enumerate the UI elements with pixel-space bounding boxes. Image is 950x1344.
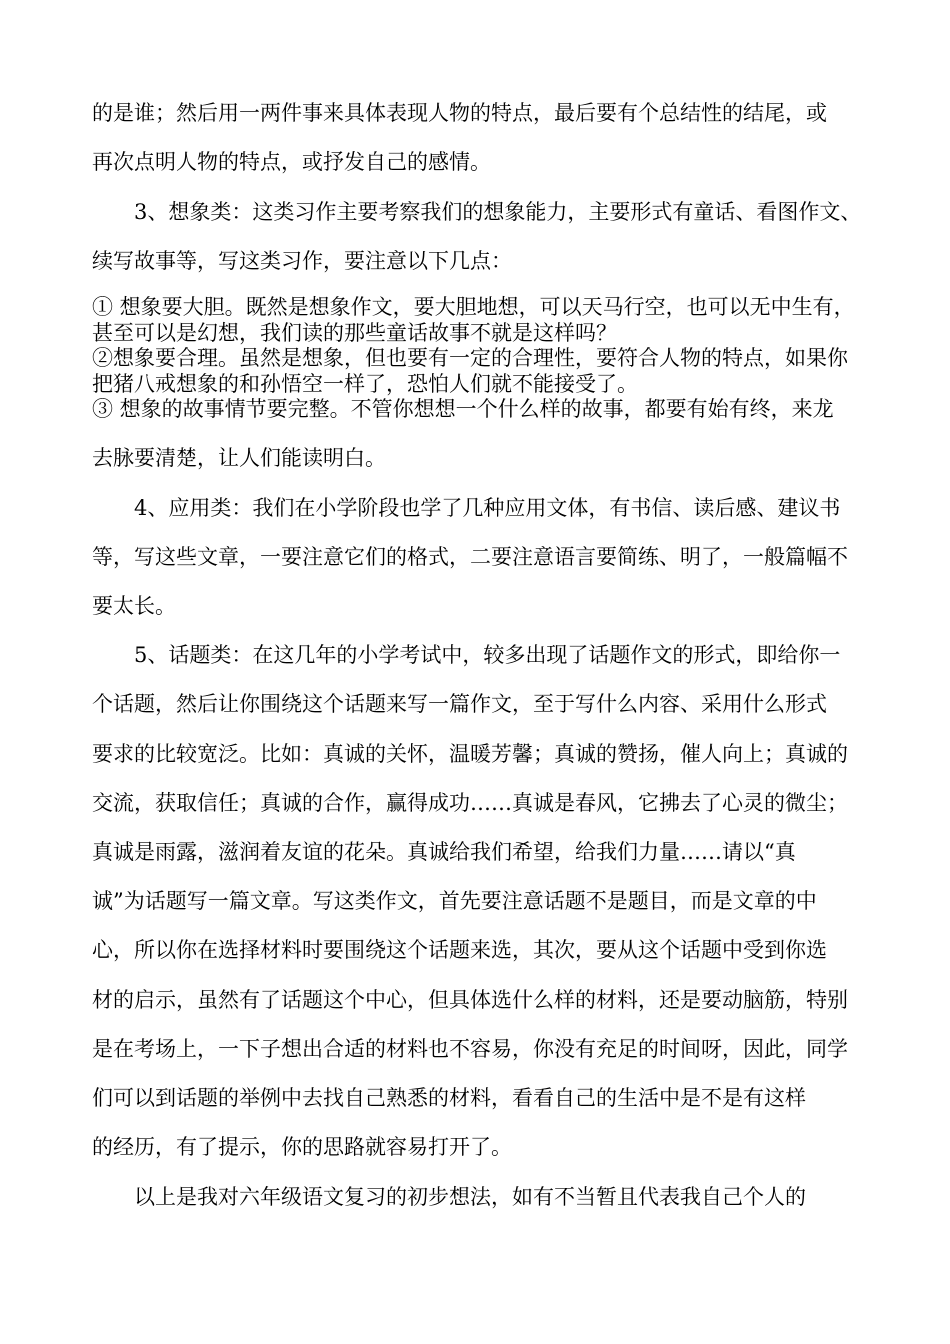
text-line: 诚”为话题写一篇文章。写这类作文，首先要注意话题不是题目，而是文章的中 — [92, 889, 817, 913]
text-line: 3、想象类：这类习作主要考察我们的想象能力，主要形式有童话、看图作文、 — [134, 200, 862, 224]
text-line: ① 想象要大胆。既然是想象作文，要大胆地想，可以天马行空，也可以无中生有， — [92, 295, 855, 319]
text-line: 4、应用类：我们在小学阶段也学了几种应用文体，有书信、读后感、建议书 — [134, 496, 841, 520]
text-line: 们可以到话题的举例中去找自己熟悉的材料，看看自己的生活中是不是有这样 — [92, 1086, 806, 1110]
text-line: 以上是我对六年级语文复习的初步想法，如有不当暂且代表我自己个人的 — [134, 1185, 806, 1209]
text-line: 是在考场上，一下子想出合适的材料也不容易，你没有充足的时间呀，因此，同学 — [92, 1037, 848, 1061]
text-line: 材的启示，虽然有了话题这个中心，但具体选什么样的材料，还是要动脑筋，特别 — [92, 988, 848, 1012]
text-line: 把猪八戒想象的和孙悟空一样了，恐怕人们就不能接受了。 — [92, 372, 638, 396]
text-line: 等，写这些文章，一要注意它们的格式，二要注意语言要简练、明了，一般篇幅不 — [92, 545, 848, 569]
text-line: 再次点明人物的特点，或抒发自己的感情。 — [92, 150, 491, 174]
text-line: ②想象要合理。虽然是想象，但也要有一定的合理性，要符合人物的特点，如果你 — [92, 346, 848, 370]
text-line: ③ 想象的故事情节要完整。不管你想想一个什么样的故事，都要有始有终，来龙 — [92, 397, 834, 421]
text-line: 去脉要清楚，让人们能读明白。 — [92, 446, 386, 470]
text-line: 甚至可以是幻想，我们读的那些童话故事不就是这样吗？ — [92, 321, 617, 345]
text-line: 的经历，有了提示，你的思路就容易打开了。 — [92, 1135, 512, 1159]
text-line: 的是谁；然后用一两件事来具体表现人物的特点，最后要有个总结性的结尾，或 — [92, 101, 827, 125]
text-line: 续写故事等，写这类习作，要注意以下几点： — [92, 249, 512, 273]
text-line: 要太长。 — [92, 594, 176, 618]
text-line: 心，所以你在选择材料时要围绕这个话题来选，其次，要从这个话题中受到你选 — [92, 938, 827, 962]
text-line: 交流，获取信任；真诚的合作，赢得成功……真诚是春风，它拂去了心灵的微尘； — [92, 791, 848, 815]
text-line: 真诚是雨露，滋润着友谊的花朵。真诚给我们希望，给我们力量……请以“真 — [92, 840, 796, 864]
text-line: 要求的比较宽泛。比如：真诚的关怀，温暖芳馨；真诚的赞扬，催人向上；真诚的 — [92, 742, 848, 766]
text-line: 5、话题类：在这几年的小学考试中，较多出现了话题作文的形式，即给你一 — [134, 643, 841, 667]
text-line: 个话题，然后让你围绕这个话题来写一篇作文，至于写什么内容、采用什么形式 — [92, 692, 827, 716]
